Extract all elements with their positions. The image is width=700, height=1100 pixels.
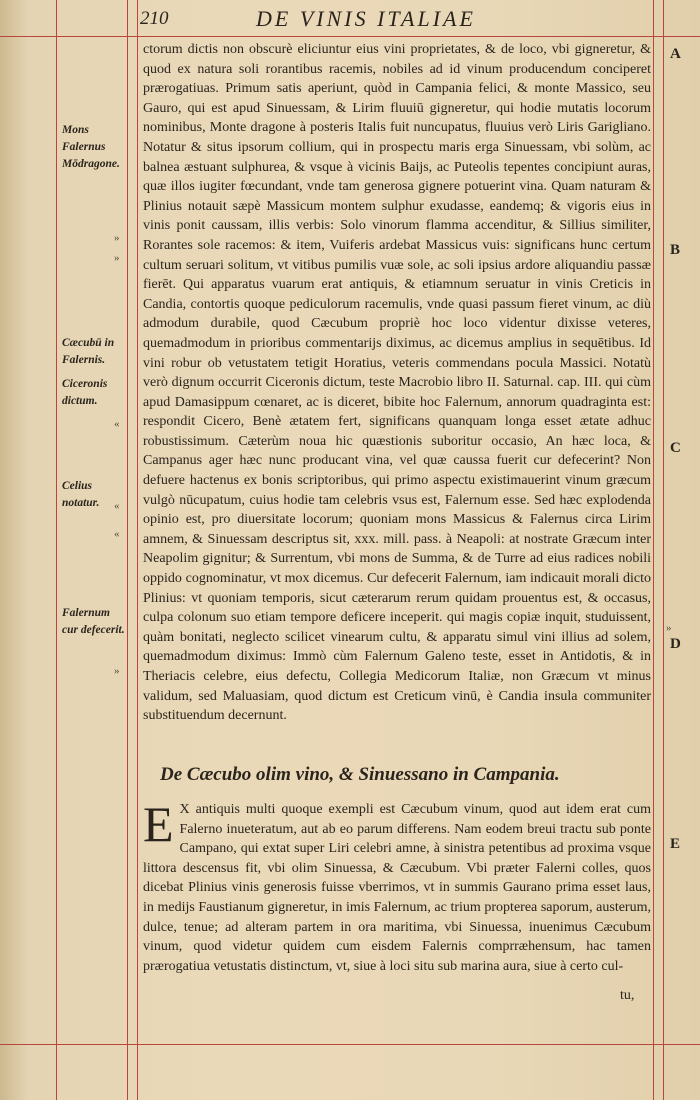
page-number: 210 <box>140 8 169 29</box>
margin-gloss-falernum: Falernum cur defecerit. <box>62 607 125 636</box>
margin-gloss-ciceronis: Ciceronis dictum. <box>62 378 108 407</box>
section-heading <box>160 764 640 786</box>
margin-rule-left-inner-a <box>127 0 128 1100</box>
quote-mark: « <box>114 500 120 512</box>
quote-mark: » <box>114 252 120 264</box>
body-paragraph: ctorum dictis non obscurè eliciuntur eius vini proprietates, & de loco, vbi gigneretur, & quod ex natura soli rorantibus racemis, nobiles ad id vinum producendum conciperet prærogatiuas. Primum satis aperiunt, quòd in Campania felici, & monte Massico, seu Gauro, qui est apud Sinuessam, & Lirim fluuiū gigneretur, qui hodie mutatis locorum nominibus, Monte dragone à posteris Italis fuit nuncupatus, fluuius verò Liris Garigliano. Notatur & situs ipsorum collium, qui in prospectu maris erga Sinuessam, vbi solùm, ac balnea æstuant sulphurea, & vsque à vicinis Baijs, ac Puteolis tepentes concipiunt auras, quæ illos iugiter fœcundant, vnde tam generosa gignere potuerint vina. Quam naturam & Plinius notauit sæpè Massicum montem sulphur exudasse, eandemq; & vigoris eius in vinis ponit caussam, illis verbis: Solo vinorum flamma accenditur, & Sillius similiter, Rorantes sole racemos: & item, Vuiferis ardebat Massicus vuis: significans hunc certum cultum seruari solitum, vt vitibus pumilis vuæ sole, ac soli ipsius ardore aliquandiu passæ fierēt. Qui apparatus vuarum erat antiquis, & etiamnum seruatur in vinis Creticis in Candia, contortis quoque pediculorum racemulis, vnde quasi passum fieret vinum, ac diù admodum durabile, quod Cæcubum propriè hoc loco videntur dixisse veteres, quemadmodum in prioribus commentarijs diximus, ac dicemus amplius in sequētibus. Id vini robur ob vetustatem tetigit Horatius, veteris commendans pocula Massici. Notatù verò dignum occurrit Ciceronis dictum, teste Macrobio libro II. Saturnal. cap. III. qui cùm apud Damasippum cœnaret, ac is diceret, bibite hoc Falernum, annorum quadraginta est: respondit Cicero, Benè ætatem fert, significans quanquam longa esset ætate adhuc robustissimum. Cæterùm noua hic quæstionis suboritur occasio, An hæc loca, & Campanus ager hæc nunc producant vina, vel quæ caussa fuerit cur defecerint? Non defuere hactenus ex bonis scriptoribus, qui primo aspectu existimauerint vinum græcum vulgò nūcupatum, cuius hodie tam celebris vsus est, Falernum esse. Sed hæc explodenda opinio est, pro diuersitate locorum; quoniam mons Massicus & Falernus circa Lirim amnem, & Sinuessam descriptus sit, xxx. mill. pass. à Neapoli: at nostrate Græcum inter Neapolim gignitur; & Surrentum, vbi mons de Summa, & de Turre ad eius radices nobili oppido cognominatur, vt mox dicemus. Cur defecerit Falernum, iam indicauit morali dicto Plinius: vt quoniam temporis, sicut cæterarum rerum quidam prouentus est, & occasus, culpa colonum suo etiam tempore deficere inceperit. qui magis copiæ inquit, studuissent, quàm bonitati, neglecto scilicet vinearum cultu, & apparatu simul vini illius ad solem, quemadmodum diximus: Immò cùm Falernum Galeno teste, esset in Antidotis, & in Theriacis celebre, eius defectu, Collegia Medicorum Italiæ, non Græcum vt minus validum, sed Maluasiam, quod dictum est Creticum vinū, è Candia insula communiter substituendum decernunt. <box>143 42 651 724</box>
margin-gloss-celius: Celius notatur. <box>62 480 100 509</box>
catchword: tu, <box>620 988 635 1003</box>
quote-mark: » <box>114 665 120 677</box>
running-title: DE VINIS ITALIAE <box>256 6 476 31</box>
margin-gloss-caecubum: Cæcubū in Falernis. <box>62 337 115 366</box>
page-header <box>140 6 660 34</box>
footer-rule <box>0 1044 700 1045</box>
drop-cap: E <box>143 796 174 852</box>
header-rule <box>0 36 700 37</box>
margin-rule-right-b <box>663 0 664 1100</box>
quote-mark: « <box>114 528 120 540</box>
section-letter-a: A <box>670 46 681 62</box>
section-letter-c: C <box>670 440 681 456</box>
margin-rule-right-a <box>653 0 654 1100</box>
quote-mark-right: » <box>666 622 672 634</box>
section-heading-text: De Cæcubo olim vino, & Sinuessano in Campania. <box>160 764 560 785</box>
margin-rule-left-inner-b <box>137 0 138 1100</box>
section-letter-b: B <box>670 242 681 258</box>
quote-mark: « <box>114 418 120 430</box>
margin-gloss-mons-falernus: Mons Falernus Mōdragone. <box>62 124 120 170</box>
section-paragraph: X antiquis multi quoque exempli est Cæcubum vinum, quod aut idem erat cum Falerno inueteratum, aut ab eo parum differens. Nam eodem breui tractu sub ponte Campano, qui extat super Liri celebri amne, à sinistra petentibus ad proxima vsque littora descensus fit, vbi olim Sinuessa, & Cæcubum. Vbi præter Falerni colles, quos dicebat Plinius vinis generosis fuisse vberrimos, vt in summis Gaurano prima esset laus, in medijs Faustianum gigneretur, in imis Falernum, ac trium propterea saporum, austerum, dulce, tenue; ad alteram partem in ora maritima, vbi Sinuessa, inuenimus Cæcubum vinum, quod videtur quidem cum eisdem Falernis comprræhensum, hac tamen prærogatiua vetustatis distinctum, vt, siue à loci situ sub marina aura, siue à certo cul- <box>143 802 651 974</box>
section-letter-d: D <box>670 636 681 652</box>
section-text-block <box>143 796 651 976</box>
quote-mark: » <box>114 232 120 244</box>
main-text-block <box>143 40 651 726</box>
margin-rule-left-outer <box>56 0 57 1100</box>
section-letter-e: E <box>670 836 681 852</box>
